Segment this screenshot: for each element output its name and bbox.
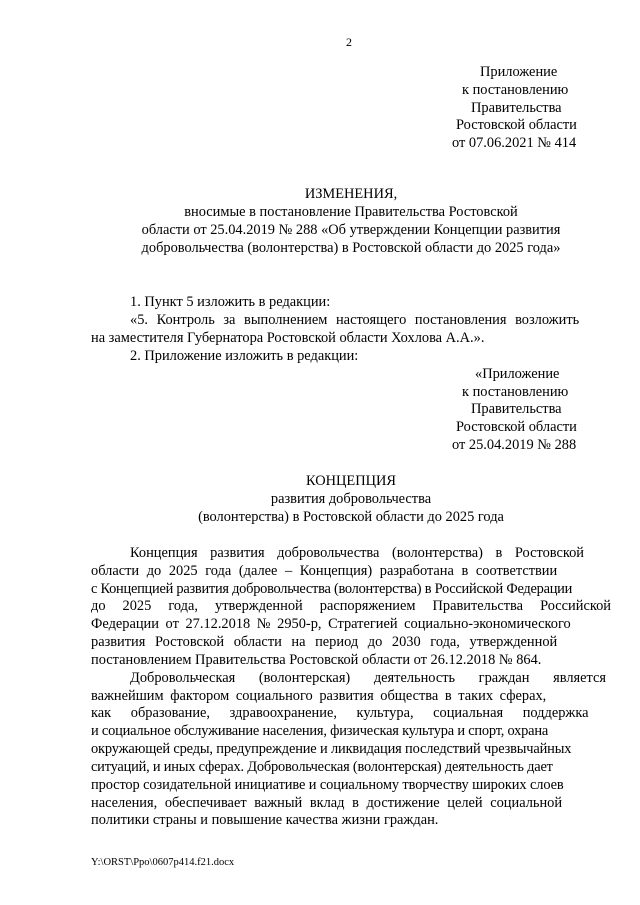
paragraph-line: как образование, здравоохранение, культура, социальная поддержка	[91, 705, 589, 721]
changes-subtitle-line: области от 25.04.2019 № 288 «Об утверждении Концепции развития	[141, 222, 561, 238]
concept-subtitle-line: (волонтерства) в Ростовской области до 2025 года	[198, 509, 504, 525]
appendix-quoted-line: к постановлению	[462, 384, 569, 400]
appendix-line: к постановлению	[462, 82, 569, 98]
appendix-line: Ростовской области	[456, 117, 577, 133]
appendix-quoted-line: от 25.04.2019 № 288	[452, 437, 577, 453]
changes-title: ИЗМЕНЕНИЯ,	[304, 186, 398, 202]
appendix-quoted-line: Правительства	[471, 401, 562, 417]
item1-text-line: «5. Контроль за выполнением настоящего постановления возложить	[130, 312, 580, 328]
paragraph-line: ситуаций, и иных сферах. Добровольческая (волонтерская) деятельность дает	[91, 759, 553, 775]
paragraph-line: окружающей среды, предупреждение и ликвидация последствий чрезвычайных	[91, 741, 572, 757]
paragraph-line: Федерации от 27.12.2018 № 2950-р, Стратегией социально-экономического	[91, 616, 571, 632]
paragraph-line: политики страны и повышение качества жизни граждан.	[91, 812, 439, 828]
appendix-quoted-line: Ростовской области	[456, 419, 577, 435]
item1-text-line: на заместителя Губернатора Ростовской области Хохлова А.А.».	[91, 330, 485, 346]
page-number: 2	[346, 35, 352, 49]
paragraph-line: развития Ростовской области на период до 2030 года, утвержденной	[91, 634, 558, 650]
concept-title: КОНЦЕПЦИЯ	[306, 473, 396, 489]
paragraph-line: области до 2025 года (далее – Концепция) разработана в соответствии	[91, 563, 558, 579]
item2-intro: 2. Приложение изложить в редакции:	[130, 348, 359, 364]
changes-subtitle-line: добровольчества (волонтерства) в Ростовской области до 2025 года»	[141, 240, 561, 256]
paragraph-line: Добровольческая (волонтерская) деятельность граждан является	[130, 670, 606, 686]
footer-file-path: Y:\ORST\Ppo\0607p414.f21.docx	[91, 857, 235, 868]
paragraph-line: и социальное обслуживание населения, физическая культура и спорт, охрана	[91, 723, 549, 739]
paragraph-line: населения, обеспечивает важный вклад в достижение целей социальной	[91, 795, 563, 811]
paragraph-line: постановлением Правительства Ростовской области от 26.12.2018 № 864.	[91, 652, 542, 668]
paragraph-line: важнейшим фактором социального развития общества в таких сферах,	[91, 688, 547, 704]
appendix-line: Правительства	[471, 100, 562, 116]
changes-subtitle-line: вносимые в постановление Правительства Ростовской	[184, 204, 518, 220]
paragraph-line: простор созидательной инициативе и социальному творчеству широких слоев	[91, 777, 564, 793]
paragraph-line: до 2025 года, утвержденной распоряжением Правительства Российской	[91, 598, 611, 614]
paragraph-line: Концепция развития добровольчества (волонтерства) в Ростовской	[130, 545, 585, 561]
appendix-quoted-line: «Приложение	[475, 366, 560, 382]
item1-intro: 1. Пункт 5 изложить в редакции:	[130, 294, 331, 310]
appendix-line: Приложение	[480, 64, 558, 80]
paragraph-line: с Концепцией развития добровольчества (волонтерства) в Российской Федерации	[91, 581, 573, 597]
concept-subtitle-line: развития добровольчества	[270, 491, 432, 507]
appendix-line: от 07.06.2021 № 414	[452, 135, 577, 151]
